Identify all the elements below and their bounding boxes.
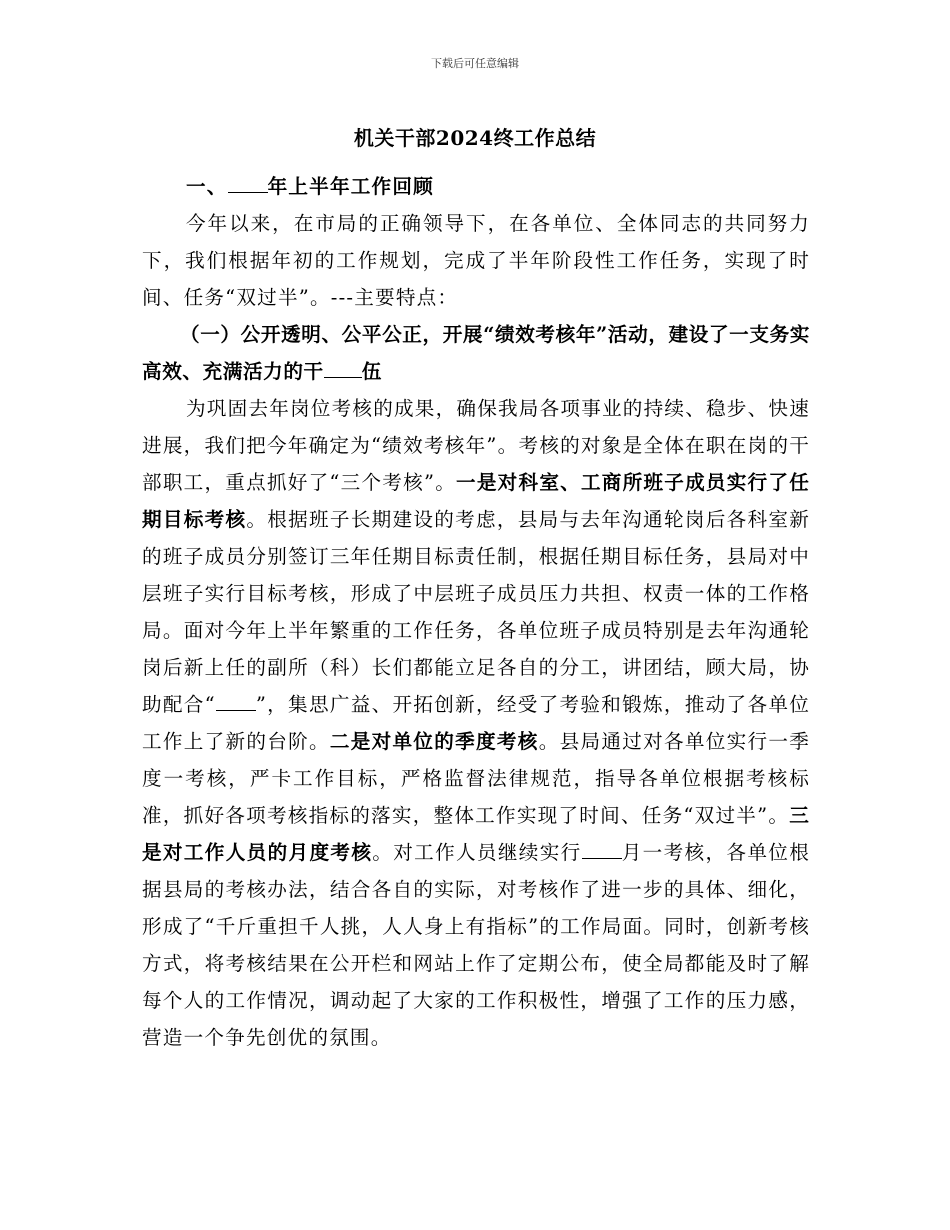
intro-paragraph: 今年以来，在市局的正确领导下，在各单位、全体同志的共同努力下，我们根据年初的工作规划，完成了半年阶段性工作任务，实现了时间、任务“双过半”。---主要特点： — [142, 212, 810, 309]
fill-blank — [216, 689, 256, 711]
body-paragraph — [142, 390, 810, 1056]
body-text: 月一考核，各单位根据县局的考核办法，结合各自的实际，对考核作了进一步的具体、细化，形成了“千斤重担千人挑，人人身上有指标”的工作局面。同时，创新考核方式，将考核结果在公开栏和网站上作了定期公布，使全局都能及时了解每个人的工作情况，调动起了大家的工作积极性，增强了工作的压力感，营造一个争先创优的氛围。 — [142, 841, 810, 1049]
bold-point-3: 三是对工作人员的月度考核 — [142, 804, 810, 864]
bold-point-2: 二是对单位的季度考核 — [329, 730, 539, 753]
fill-blank — [228, 171, 268, 193]
document-title: 机关干部2024终工作总结 — [353, 126, 597, 150]
fill-blank — [324, 356, 362, 378]
bold-point-1: 一是对科室、工商所班子成员实行了任期目标考核 — [142, 471, 811, 531]
body-text: ”，集思广益、开拓创新，经受了考验和锻炼，推动了各单位工作上了新的台阶。 — [142, 693, 810, 753]
subsection-heading-text: （一）公开透明、公平公正，开展“绩效考核年”活动，建设了一支务实高效、充满活力的干 — [142, 323, 810, 383]
body-text: 。对工作人员继续实行 — [372, 841, 582, 864]
subsection-heading-1 — [142, 316, 810, 390]
body-text: 为巩固去年岗位考核的成果，确保我局各项事业的持续、稳步、快速进展，我们把今年确定为“绩效考核年”。考核的对象是全体在职在岗的干部职工，重点抓好了“三个考核”。 — [142, 397, 810, 494]
document-body — [142, 168, 810, 1056]
subsection-heading-end: 伍 — [361, 360, 382, 383]
section-heading-1 — [142, 168, 810, 205]
body-text: 。根据班子长期建设的考虑，县局与去年沟通轮岗后各科室新的班子成员分别签订三年任期目标责任制，根据任期目标任务，县局对中层班子实行目标考核，形成了中层班子成员压力共担、权责一体的工作格局。面对今年上半年繁重的工作任务，各单位班子成员特别是去年沟通轮岗后新上任的副所（科）长们都能立足各自的分工，讲团结，顾大局，协助配合“ — [142, 508, 810, 716]
section-heading-text: 年上半年工作回顾 — [267, 175, 434, 198]
header-note: 下载后可任意编辑 — [431, 57, 519, 70]
fill-blank — [582, 837, 622, 859]
body-text: 。县局通过对各单位实行一季度一考核，严卡工作目标，严格监督法律规范，指导各单位根据考核标准，抓好各项考核指标的落实，整体工作实现了时间、任务“双过半”。 — [142, 730, 811, 827]
section-heading-prefix: 一、 — [186, 175, 228, 198]
